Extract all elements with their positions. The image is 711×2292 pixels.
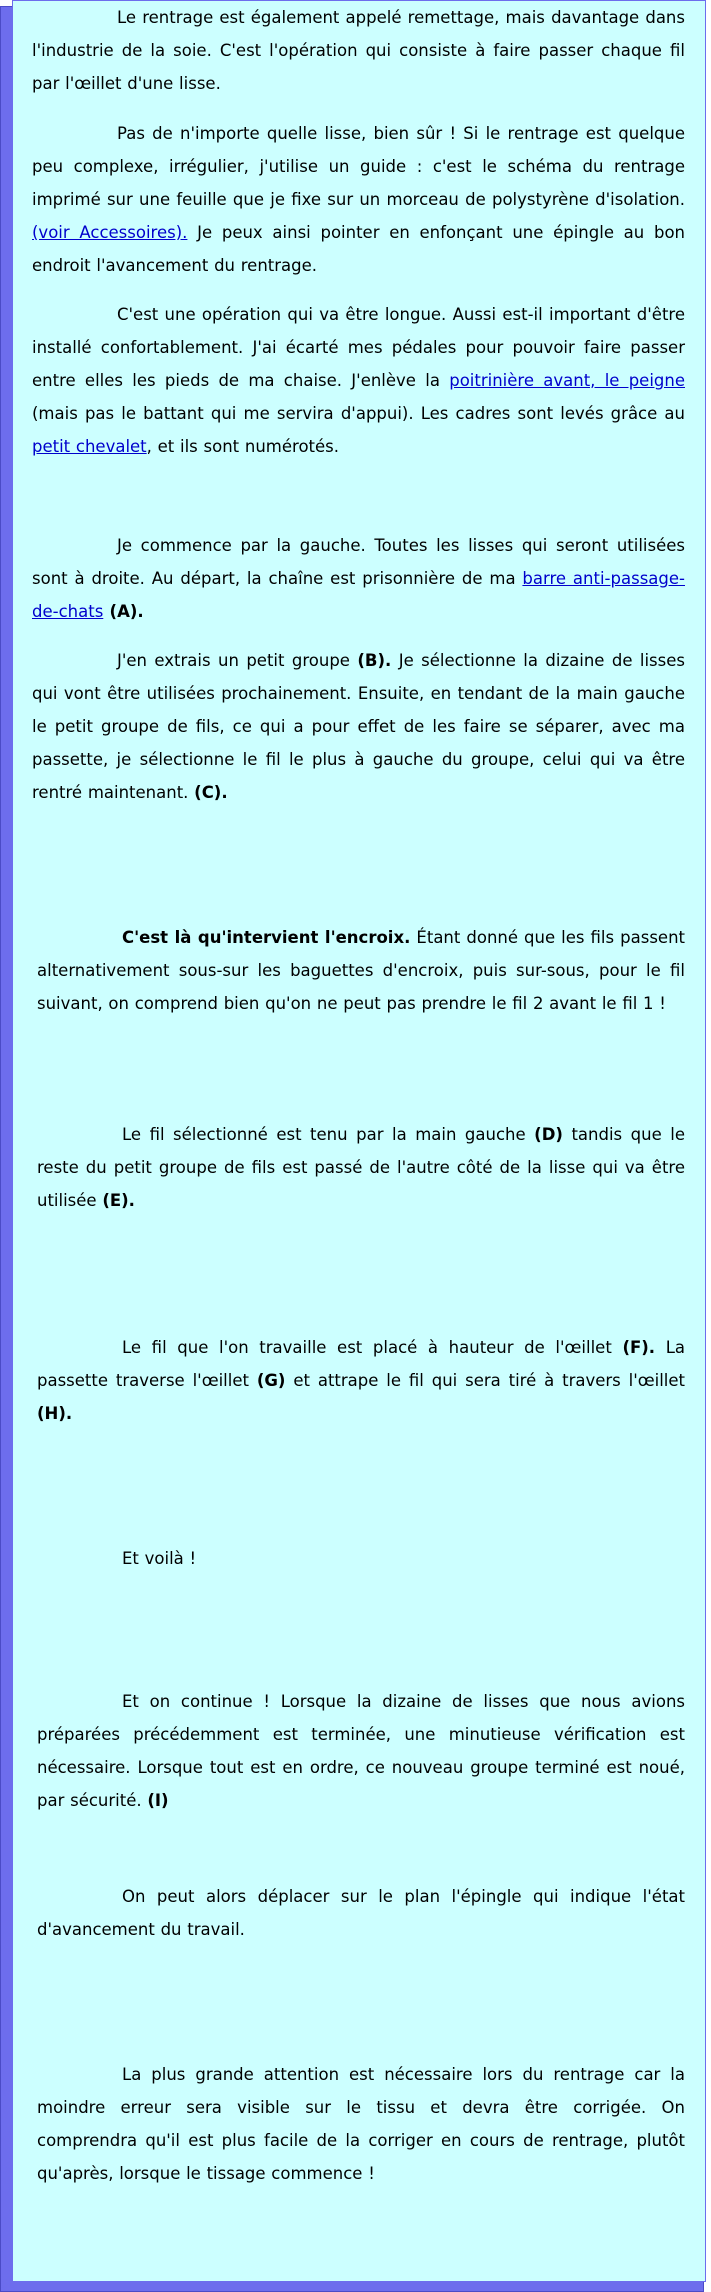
paragraph-commencement: Je commence par la gauche. Toutes les lisses qui seront utilisées sont à droite. Au départ, la chaîne est prisonnière de ma barre anti-passage-de-chats (A). <box>32 536 685 621</box>
link-petit-chevalet[interactable]: petit chevalet <box>32 437 147 456</box>
paragraph-oeillet: Le fil que l'on travaille est placé à hauteur de l'œillet (F). La passette traverse l'œillet (G) et attrape le fil qui sera tiré à travers l'œillet (H). <box>37 1338 685 1423</box>
paragraph-installation: C'est une opération qui va être longue. Aussi est-il important d'être installé confortablement. J'ai écarté mes pédales pour pouvoir faire passer entre elles les pieds de ma chaise. J'enlève la poitrinière avant, le peigne (mais pas le battant qui me servira d'appui). Les cadres sont levés grâce au petit chevalet, et ils sont numérotés. <box>32 305 685 456</box>
paragraph-continue: Et on continue ! Lorsque la dizaine de lisses que nous avions préparées précédemment est terminée, une minutieuse vérification est nécessaire. Lorsque tout est en ordre, ce nouveau groupe terminé est noué, par sécurité. (I) <box>37 1692 685 1810</box>
paragraph-guide: Pas de n'importe quelle lisse, bien sûr ! Si le rentrage est quelque peu complexe, irrégulier, j'utilise un guide : c'est le schéma du rentrage imprimé sur une feuille que je fixe sur un morceau de polystyrène d'isolation. (voir Accessoires). Je peux ainsi pointer en enfonçant une épingle au bon endroit l'avancement du rentrage. <box>32 124 685 275</box>
paragraph-epingle: On peut alors déplacer sur le plan l'épingle qui indique l'état d'avancement du travail. <box>37 1887 685 1939</box>
paragraph-et-voila: Et voilà ! <box>122 1549 197 1568</box>
paragraph-fil-selectionne: Le fil sélectionné est tenu par la main gauche (D) tandis que le reste du petit groupe de fils est passé de l'autre côté de la lisse qui va être utilisée (E). <box>37 1125 685 1210</box>
paragraph-rentrage-definition: Le rentrage est également appelé remettage, mais davantage dans l'industrie de la soie. C'est l'opération qui consiste à faire passer chaque fil par l'œillet d'une lisse. <box>32 8 685 93</box>
paragraph-petit-groupe: J'en extrais un petit groupe (B). Je sélectionne la dizaine de lisses qui vont être utilisées prochainement. Ensuite, en tendant de la main gauche le petit groupe de fils, ce qui a pour effet de les faire se séparer, avec ma passette, je sélectionne le fil le plus à gauche du groupe, celui qui va être rentré maintenant. (C). <box>32 651 685 802</box>
content-panel <box>12 0 706 2282</box>
link-accessoires[interactable]: (voir Accessoires). <box>32 223 188 242</box>
link-poitriniere-peigne[interactable]: poitrinière avant, le peigne <box>449 371 685 390</box>
paragraph-encroix: C'est là qu'intervient l'encroix. Étant donné que les fils passent alternativement sous-sur les baguettes d'encroix, puis sur-sous, pour le fil suivant, on comprend bien qu'on ne peut pas prendre le fil 2 avant le fil 1 ! <box>37 928 686 1013</box>
paragraph-attention: La plus grande attention est nécessaire lors du rentrage car la moindre erreur sera visible sur le tissu et devra être corrigée. On comprendra qu'il est plus facile de la corriger en cours de rentrage, plutôt qu'après, lorsque le tissage commence ! <box>37 2065 685 2183</box>
link-barre-anti-passage-de-chats[interactable]: barre anti-passage-de-chats <box>32 569 685 621</box>
